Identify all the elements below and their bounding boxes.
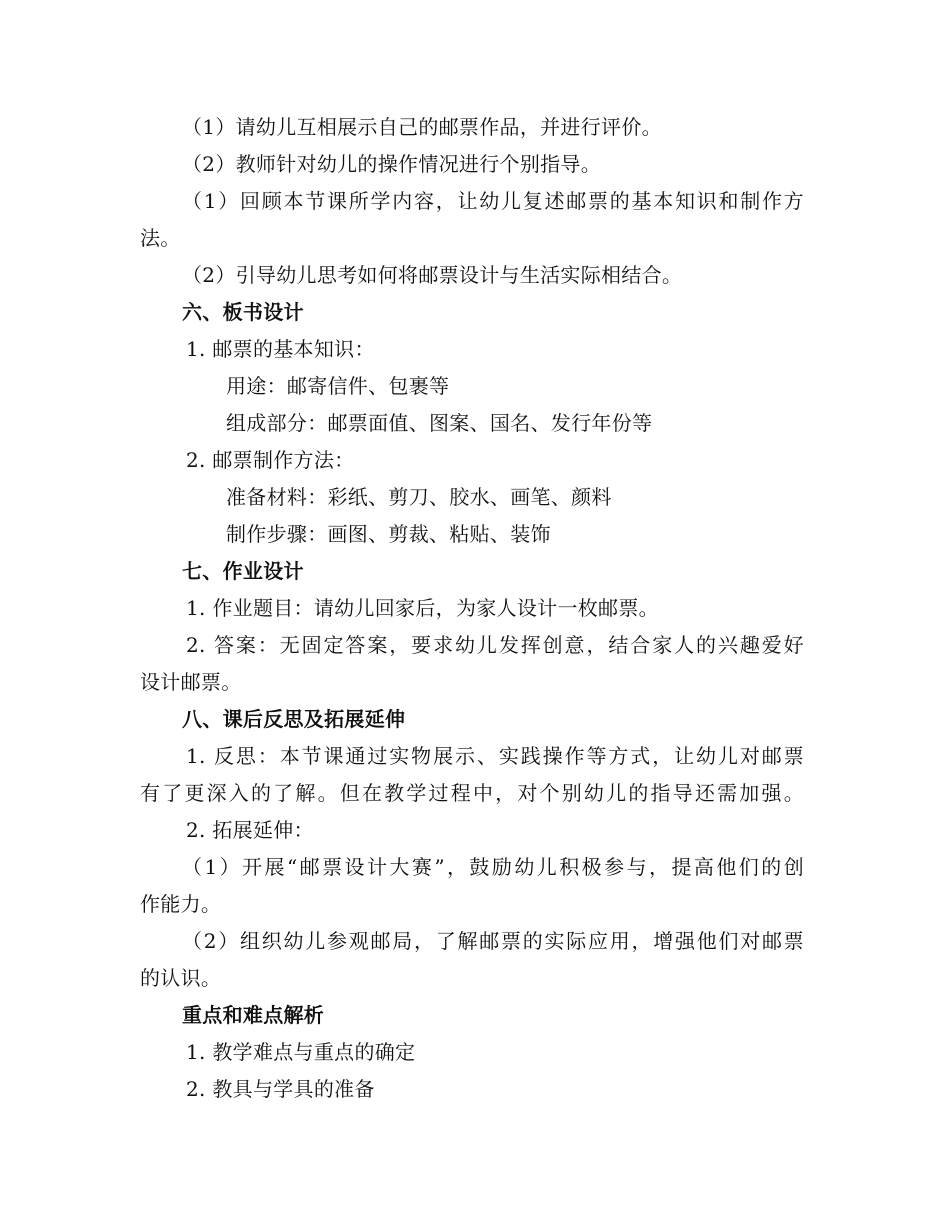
key-points-item-2: 2. 教具与学具的准备 — [186, 1077, 375, 1101]
board-item-2: 2. 邮票制作方法： — [186, 448, 355, 472]
extension-item-2-cont: 的认识。 — [140, 966, 222, 990]
extension-item-2: （2）组织幼儿参观邮局，了解邮票的实际应用，增强他们对邮票 — [182, 929, 804, 953]
board-subitem-components: 组成部分：邮票面值、图案、国名、发行年份等 — [226, 411, 653, 435]
review-line-1: （1）回顾本节课所学内容，让幼儿复述邮票的基本知识和制作方 — [182, 189, 804, 213]
board-subitem-usage: 用途：邮寄信件、包裹等 — [226, 374, 450, 398]
homework-item-2-cont: 设计邮票。 — [140, 670, 242, 694]
board-subitem-steps: 制作步骤：画图、剪裁、粘贴、装饰 — [226, 522, 551, 546]
review-line-1-cont: 法。 — [140, 226, 181, 250]
extension-item-1-cont: 作能力。 — [140, 892, 222, 916]
section-heading-homework: 七、作业设计 — [182, 559, 304, 583]
key-points-item-1: 1. 教学难点与重点的确定 — [186, 1040, 416, 1064]
review-line-2: （2）引导幼儿思考如何将邮票设计与生活实际相结合。 — [182, 263, 683, 287]
extension-item-1: （1）开展“邮票设计大赛”，鼓励幼儿积极参与，提高他们的创 — [182, 855, 804, 879]
board-subitem-materials: 准备材料：彩纸、剪刀、胶水、画笔、颜料 — [226, 485, 612, 509]
reflection-item-1: 1. 反思：本节课通过实物展示、实践操作等方式，让幼儿对邮票 — [186, 744, 804, 768]
activity-line-2: （2）教师针对幼儿的操作情况进行个别指导。 — [182, 152, 602, 176]
homework-item-2: 2. 答案：无固定答案，要求幼儿发挥创意，结合家人的兴趣爱好 — [186, 633, 804, 657]
section-heading-board-design: 六、板书设计 — [182, 300, 304, 324]
section-heading-reflection: 八、课后反思及拓展延伸 — [182, 707, 406, 731]
section-heading-key-points: 重点和难点解析 — [182, 1003, 325, 1027]
reflection-item-2: 2. 拓展延伸： — [186, 818, 314, 842]
board-item-1: 1. 邮票的基本知识： — [186, 337, 375, 361]
homework-item-1: 1. 作业题目：请幼儿回家后，为家人设计一枚邮票。 — [186, 596, 659, 620]
activity-line-1: （1）请幼儿互相展示自己的邮票作品，并进行评价。 — [182, 115, 662, 139]
reflection-item-1-cont: 有了更深入的了解。但在教学过程中，对个别幼儿的指导还需加强。 — [140, 781, 804, 805]
